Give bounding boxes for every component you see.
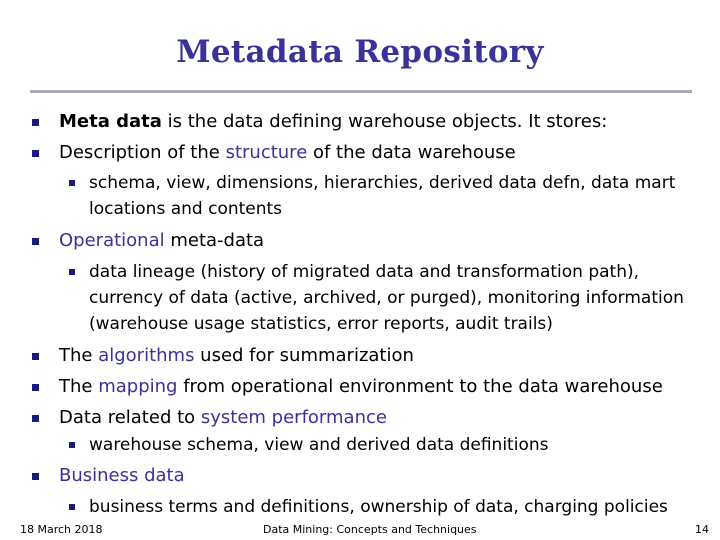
title-divider — [30, 90, 692, 93]
bullet-text: is the data defining warehouse objects. It stores: — [161, 111, 608, 132]
bullet-text: Description of the — [59, 142, 226, 163]
square-bullet-icon — [32, 353, 39, 360]
square-bullet-icon — [32, 473, 39, 480]
square-bullet-icon — [32, 384, 39, 391]
square-bullet-icon — [69, 504, 75, 510]
footer-title: Data Mining: Concepts and Techniques — [263, 523, 477, 536]
square-bullet-icon — [69, 442, 75, 448]
highlight-algorithms: algorithms — [98, 345, 195, 366]
bullet-text: The — [59, 376, 99, 397]
page-number: 14 — [695, 523, 709, 536]
slide-title: Metadata Repository — [176, 34, 544, 70]
sub-bullet-text: schema, view, dimensions, hierarchies, derived data defn, data mart locations and contents — [89, 173, 676, 219]
square-bullet-icon — [32, 119, 39, 126]
bullet-text: of the data warehouse — [307, 142, 516, 163]
bullet-text: from operational environment to the data warehouse — [177, 376, 663, 397]
square-bullet-icon — [69, 180, 75, 186]
square-bullet-icon — [32, 238, 39, 245]
term-meta-data: Meta data — [59, 111, 162, 132]
square-bullet-icon — [32, 415, 39, 422]
bullet-text: meta-data — [164, 230, 265, 251]
bullet-text: The — [59, 345, 99, 366]
highlight-system-performance: system performance — [200, 407, 387, 428]
footer-date: 18 March 2018 — [20, 523, 103, 536]
sub-bullet-text: warehouse schema, view and derived data definitions — [89, 435, 549, 455]
bullet-text: Data related to — [59, 407, 201, 428]
highlight-business-data: Business data — [59, 465, 185, 486]
square-bullet-icon — [69, 269, 75, 275]
highlight-operational: Operational — [59, 230, 165, 251]
bullet-text: used for summarization — [194, 345, 414, 366]
sub-bullet-text: business terms and definitions, ownership of data, charging policies — [89, 497, 668, 517]
highlight-mapping: mapping — [98, 376, 178, 397]
highlight-structure: structure — [225, 142, 308, 163]
sub-bullet-text: data lineage (history of migrated data and transformation path), currency of data (active, archived, or purged), monitoring information (warehouse usage statistics, error reports, audit trails) — [89, 262, 684, 334]
square-bullet-icon — [32, 150, 39, 157]
